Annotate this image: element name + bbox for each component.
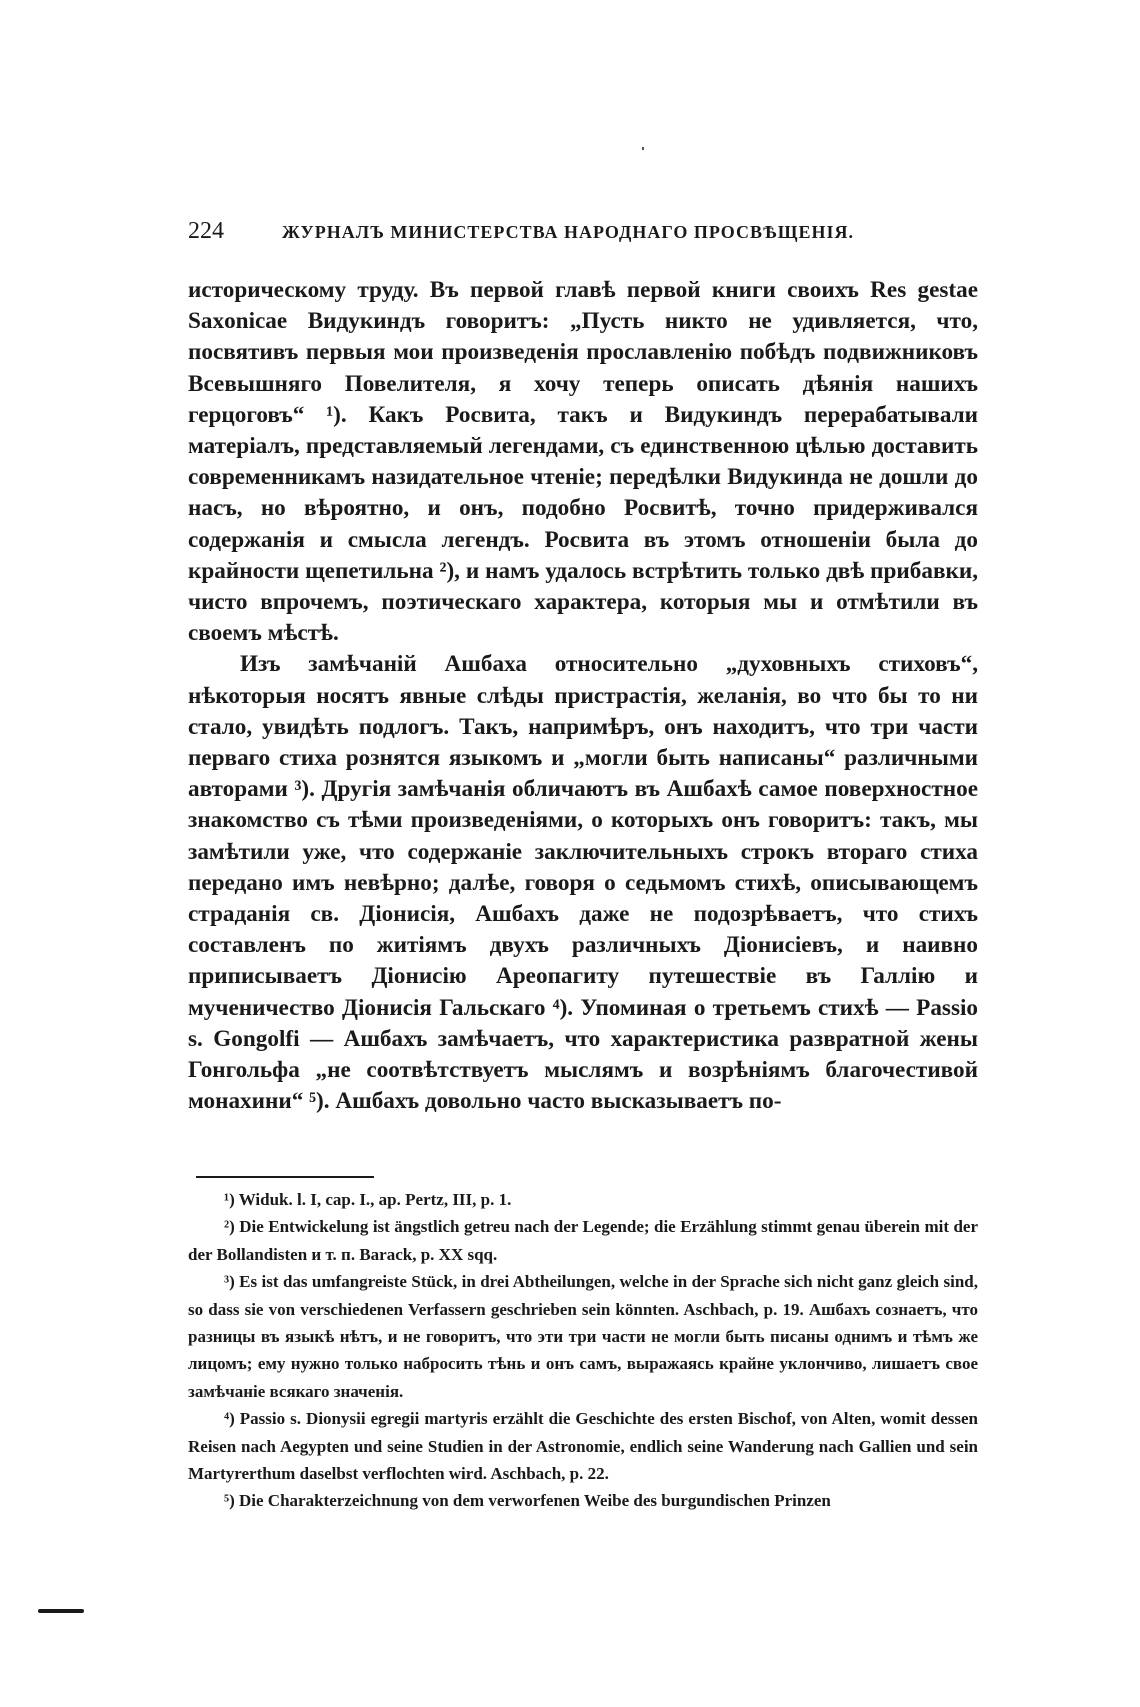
footnote-2: ²) Die Entwickelung ist ängstlich getreu nach der Legende; die Erzählung stimmt genau überein mit der der Bollandisten и т. п. Barack, p. XX sqq.	[188, 1217, 978, 1264]
paragraph-1: историческому труду. Въ первой главѣ первой книги своихъ Res gestae Saxonicae Видукиндъ говоритъ: „Пусть никто не удивляется, что, посвятивъ первыя мои произведенія прославленію побѣдъ подвижниковъ Всевышняго Повелителя, я хочу теперь описать дѣянія нашихъ герцоговъ“ ¹). Какъ Росвита, такъ и Видукиндъ перерабатывали матеріалъ, представляемый легендами, съ единственною цѣлью доставить современникамъ назидательное чтеніе; передѣлки Видукинда не дошли до насъ, но вѣроятно, и онъ, подобно Росвитѣ, точно придерживался содержанія и смысла легендъ. Росвита въ этомъ отношеніи была до крайности щепетильна ²), и намъ удалось встрѣтить только двѣ прибавки, чисто впрочемъ, поэтическаго характера, которыя мы и отмѣтили въ своемъ мѣстѣ.	[188, 277, 978, 647]
margin-mark	[38, 1609, 84, 1613]
page-header	[172, 218, 992, 258]
main-text	[188, 275, 978, 1117]
footnote-4: ⁴) Passio s. Dionysii egregii martyris erzählt die Geschichte des ersten Bischof, von Alten, womit dessen Reisen nach Aegypten und seine Studien in der Astronomie, endlich seine Wanderung nach Gallien und sein Martyrerthum daselbst verflochten wird. Aschbach, p. 22.	[188, 1409, 978, 1484]
footnote-1: ¹) Widuk. l. I, cap. I., ap. Pertz, III, p. 1.	[224, 1190, 512, 1209]
running-head: ЖУРНАЛЪ МИНИСТЕРСТВА НАРОДНАГО ПРОСВѢЩЕНІЯ.	[282, 222, 855, 242]
footnote-rule	[196, 1176, 374, 1178]
footnote-5: ⁵) Die Charakterzeichnung von dem verworfenen Weibe des burgundischen Prinzen	[224, 1491, 831, 1511]
page-number: 224	[188, 218, 224, 244]
book-page	[172, 0, 992, 1707]
footnote-3: ³) Es ist das umfangreiste Stück, in drei Abtheilungen, welche in der Sprache sich nicht ganz gleich sind, so dass sie von verschiedenen Verfassern geschrieben sein könnten. Aschbach, p. 19. Ашбахъ сознаетъ, что разницы въ языкѣ нѣтъ, и не говоритъ, что эти три части не могли быть писаны однимъ и тѣмъ же лицомъ; ему нужно только набросить тѣнь и онъ самъ, выражаясь крайне уклончиво, лишаетъ свое замѣчаніе всякаго значенія.	[188, 1272, 978, 1401]
footnotes	[188, 1186, 978, 1515]
paragraph-2: Изъ замѣчаній Ашбаха относительно „духовныхъ стиховъ“, нѣкоторыя носятъ явные слѣды пристрастія, желанія, во что бы то ни стало, увидѣть подлогъ. Такъ, напримѣръ, онъ находитъ, что три части перваго стиха рознятся языкомъ и „могли быть написаны“ различными авторами ³). Другія замѣчанія обличаютъ въ Ашбахѣ самое поверхностное знакомство съ тѣми произведеніями, о которыхъ онъ говоритъ: такъ, мы замѣтили уже, что содержаніе заключительныхъ строкъ втораго стиха передано имъ невѣрно; далѣе, говоря о седьмомъ стихѣ, описывающемъ страданія св. Діонисія, Ашбахъ даже не подозрѣваетъ, что стихъ составленъ по житіямъ двухъ различныхъ Діонисіевъ, и наивно приписываетъ Діонисію Ареопагиту путешествіе въ Галлію и мученичество Діонисія Гальскаго ⁴). Упоминая о третьемъ стихѣ — Passio s. Gongolfi — Ашбахъ замѣчаетъ, что характеристика развратной жены Гонгольфа „не соотвѣтствуетъ мыслямъ и возрѣніямъ благочестивой монахини“ ⁵). Ашбахъ довольно часто высказываетъ по-	[188, 651, 978, 1115]
